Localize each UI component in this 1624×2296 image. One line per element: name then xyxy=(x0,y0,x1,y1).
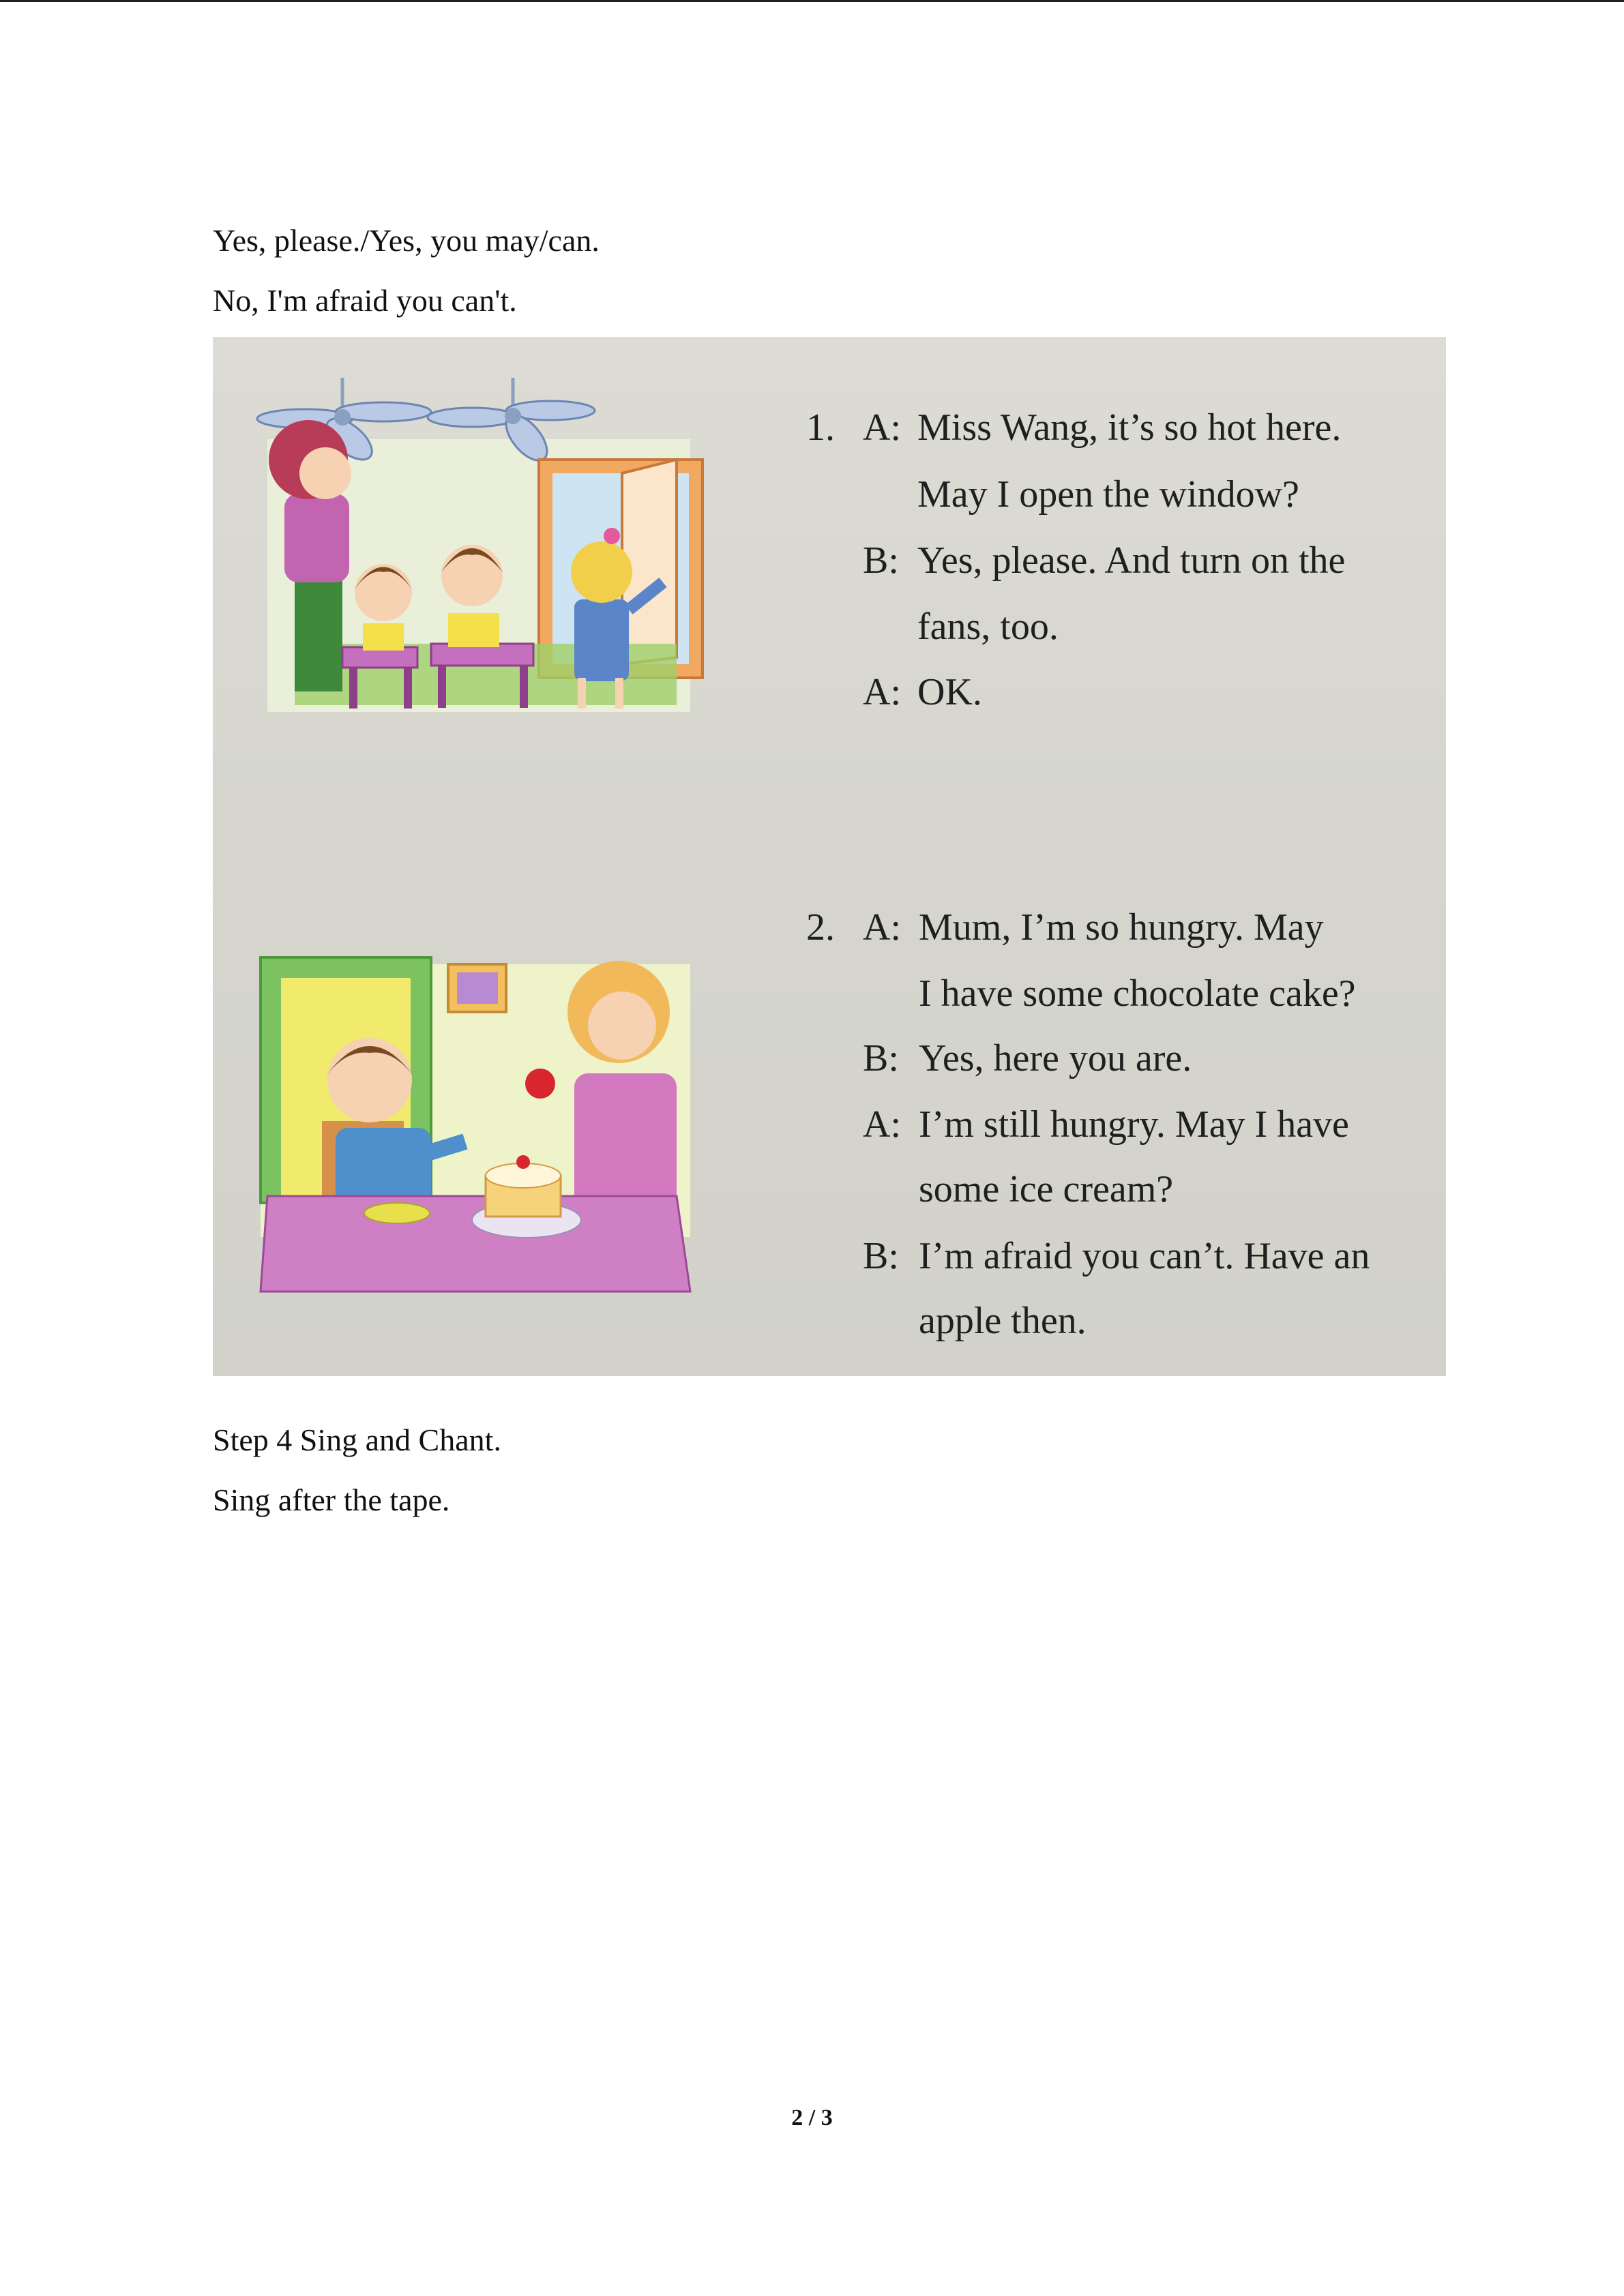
dialogue-2-line: I’m still hungry. May I have xyxy=(919,1103,1349,1146)
dialogue-1-line: Yes, please. And turn on the xyxy=(917,539,1346,582)
dialogue-1-line: Miss Wang, it’s so hot here. xyxy=(917,406,1342,449)
dialogue-2-number: 2. xyxy=(806,906,835,949)
dialogue-2-line: I have some chocolate cake? xyxy=(919,972,1356,1015)
answer-line-1: Yes, please./Yes, you may/can. xyxy=(213,223,600,258)
answer-line-2: No, I'm afraid you can't. xyxy=(213,283,517,318)
dialogue-2-line: Yes, here you are. xyxy=(919,1037,1192,1079)
step-heading: Step 4 Sing and Chant. xyxy=(213,1422,501,1457)
cake-illustration xyxy=(240,937,731,1305)
dialogue-2-speaker: A: xyxy=(863,906,901,949)
dialogue-2-line: some ice cream? xyxy=(919,1168,1174,1210)
dialogue-1-number: 1. xyxy=(806,406,835,449)
dialogue-2-speaker: A: xyxy=(863,1103,901,1146)
dialogue-2-line: apple then. xyxy=(919,1300,1087,1342)
dialogue-1-speaker: B: xyxy=(863,539,899,582)
dialogue-2-speaker: B: xyxy=(863,1235,899,1277)
dialogue-1-line: May I open the window? xyxy=(917,473,1299,516)
dialogue-1-line: fans, too. xyxy=(917,606,1059,648)
dialogue-2-line: I’m afraid you can’t. Have an xyxy=(919,1235,1370,1277)
dialogue-2-line: Mum, I’m so hungry. May xyxy=(919,906,1324,949)
instruction-line: Sing after the tape. xyxy=(213,1482,450,1517)
page-number: 2 / 3 xyxy=(791,2105,833,2130)
textbook-photo xyxy=(213,337,1446,1376)
dialogue-2-speaker: B: xyxy=(863,1037,899,1079)
dialogue-1-speaker: A: xyxy=(863,671,901,713)
dialogue-1-line: OK. xyxy=(917,671,982,713)
dialogue-1-speaker: A: xyxy=(863,406,901,449)
classroom-illustration xyxy=(240,357,711,719)
top-border xyxy=(0,0,1624,2)
